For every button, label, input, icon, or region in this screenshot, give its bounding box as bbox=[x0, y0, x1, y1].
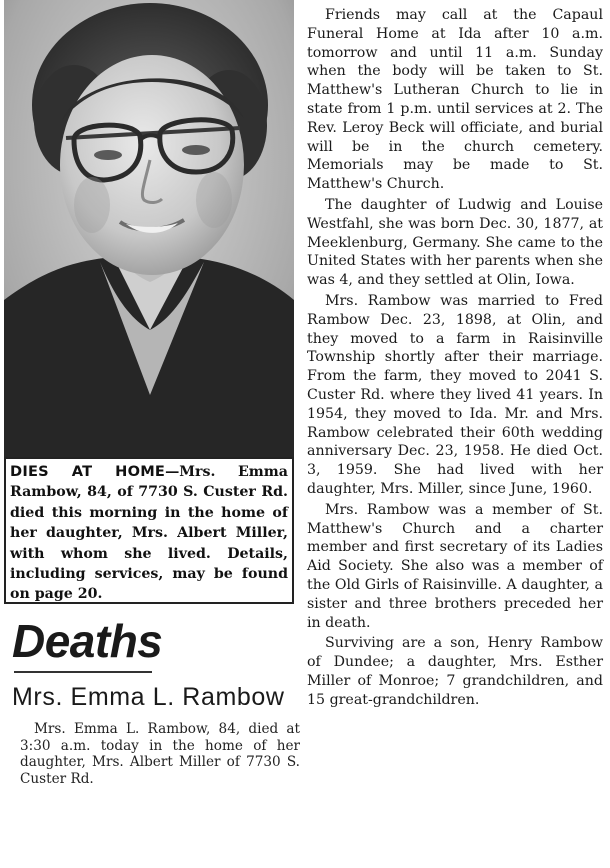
right-column bbox=[307, 6, 603, 711]
portrait-photo bbox=[4, 0, 294, 459]
caption-body: —Mrs. Emma Rambow, 84, of 7730 S. Custer Rd. died this morning in the home of her daughter, Mrs. Albert Miller, with whom she lived. Details, including services, may be found on page 20. bbox=[10, 464, 288, 603]
section-divider bbox=[14, 671, 152, 673]
section-heading-deaths: Deaths bbox=[12, 615, 163, 667]
obituary-lead-paragraph: Mrs. Emma L. Rambow, 84, died at 3:30 a.m. today in the home of her daughter, Mrs. Albert Miller of 7730 S. Custer Rd. bbox=[20, 721, 300, 787]
obituary-paragraph-birth: The daughter of Ludwig and Louise Westfahl, she was born Dec. 30, 1877, at Meeklenburg, Germany. She came to the United States with her parents when she was 4, and they settled at Olin, Iowa. bbox=[307, 196, 603, 289]
obituary-paragraph-membership: Mrs. Rambow was a member of St. Matthew's Church and a charter member and first secretary of its Ladies Aid Society. She also was a member of the Old Girls of Raisinville. A daughter, a sister and three brothers preceded her in death. bbox=[307, 501, 603, 631]
photo-caption bbox=[4, 458, 294, 604]
caption-heading: DIES AT HOME bbox=[10, 463, 166, 480]
obituary-paragraph-survivors: Surviving are a son, Henry Rambow of Dundee; a daughter, Mrs. Esther Miller of Monroe; 7 grandchildren, and 15 great-grandchildren. bbox=[307, 635, 603, 708]
obituary-paragraph-services: Friends may call at the Capaul Funeral Home at Ida after 10 a.m. tomorrow and until 11 a.m. Sunday when the body will be taken to St. Matthew's Lutheran Church to lie in state from 1 p.m. until services at 2. The Rev. Leroy Beck will officiate, and burial will be in the church cemetery. Memorials may be made to St. Matthew's Church. bbox=[307, 7, 603, 193]
portrait-illustration bbox=[4, 0, 294, 457]
obituary-paragraph-marriage: Mrs. Rambow was married to Fred Rambow Dec. 23, 1898, at Olin, and they moved to a farm in Raisinville Township shortly after their marriage. From the farm, they moved to 2041 S. Custer Rd. where they lived 41 years. In 1954, they moved to Ida. Mr. and Mrs. Rambow celebrated their 60th wedding anniversary Dec. 23, 1958. He died Oct. 3, 1959. She had lived with her daughter, Mrs. Miller, since June, 1960. bbox=[307, 292, 603, 497]
obituary-name: Mrs. Emma L. Rambow bbox=[12, 683, 285, 711]
